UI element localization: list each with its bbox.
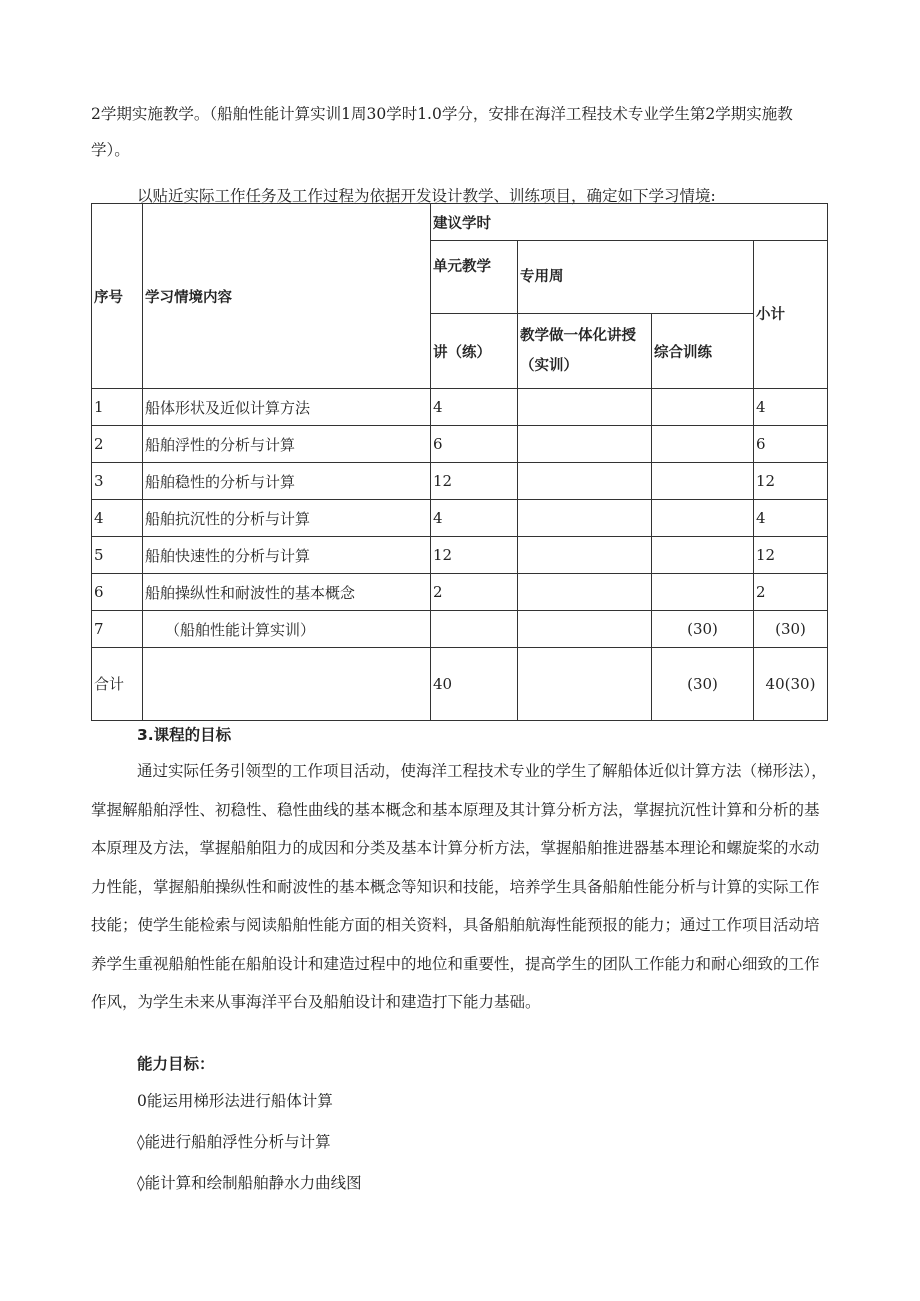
cell-content: （船舶性能计算实训） <box>143 611 431 648</box>
cell-lecture: 4 <box>431 389 518 426</box>
cell-comprehensive <box>652 389 754 426</box>
cell-num: 7 <box>92 611 143 648</box>
table-row <box>92 500 828 537</box>
cell-lecture: 6 <box>431 426 518 463</box>
cell-comprehensive: (30) <box>652 611 754 648</box>
cell-integrated <box>518 463 652 500</box>
cell-lecture: 4 <box>431 500 518 537</box>
cell-integrated <box>518 574 652 611</box>
cell-integrated <box>518 537 652 574</box>
cell-num: 4 <box>92 500 143 537</box>
cell-integrated <box>518 500 652 537</box>
header-content: 学习情境内容 <box>143 204 431 389</box>
cell-lecture: 12 <box>431 463 518 500</box>
cell-comprehensive <box>652 537 754 574</box>
table-row <box>92 389 828 426</box>
cell-num: 3 <box>92 463 143 500</box>
cell-comprehensive <box>652 463 754 500</box>
cell-num: 5 <box>92 537 143 574</box>
cell-subtotal: 2 <box>754 574 828 611</box>
cell-subtotal: 12 <box>754 463 828 500</box>
table-total-row <box>92 648 828 721</box>
cell-content: 船舶浮性的分析与计算 <box>143 426 431 463</box>
cell-comprehensive <box>652 574 754 611</box>
cell-content: 船舶快速性的分析与计算 <box>143 537 431 574</box>
header-lecture: 讲（练） <box>431 314 518 389</box>
total-content <box>143 648 431 721</box>
ability-item: ◊能计算和绘制船舶静水力曲线图 <box>137 1174 362 1192</box>
total-comprehensive: (30) <box>652 648 754 721</box>
cell-integrated <box>518 611 652 648</box>
learning-situations-table <box>91 203 828 721</box>
table-row <box>92 574 828 611</box>
total-lecture: 40 <box>431 648 518 721</box>
section3-title: 3.课程的目标 <box>137 726 232 744</box>
total-subtotal: 40(30) <box>754 648 828 721</box>
cell-subtotal: 12 <box>754 537 828 574</box>
total-integrated <box>518 648 652 721</box>
cell-lecture: 2 <box>431 574 518 611</box>
section3-body: 通过实际任务引领型的工作项目活动，使海洋工程技术专业的学生了解船体近似计算方法（梯形法），掌握解船舶浮性、初稳性、稳性曲线的基本概念和基本原理及其计算分析方法，掌握抗沉性计算和分析的基本原理及方法，掌握船舶阻力的成因和分类及基本计算分析方法，掌握船舶推进器基本理论和螺旋桨的水动力性能，掌握船舶操纵性和耐波性的基本概念等知识和技能，培养学生具备船舶性能分析与计算的实际工作技能；使学生能检索与阅读船舶性能方面的相关资料，具备船舶航海性能预报的能力；通过工作项目活动培养学生重视船舶性能在船舶设计和建造过程中的地位和重要性，提高学生的团队工作能力和耐心细致的工作作风，为学生未来从事海洋平台及船舶设计和建造打下能力基础。 <box>91 762 827 1011</box>
cell-lecture <box>431 611 518 648</box>
table-row <box>92 426 828 463</box>
cell-integrated <box>518 426 652 463</box>
ability-item: ◊能进行船舶浮性分析与计算 <box>137 1133 331 1151</box>
table-row <box>92 463 828 500</box>
cell-num: 2 <box>92 426 143 463</box>
header-suggested-hours: 建议学时 <box>431 204 828 241</box>
header-comprehensive: 综合训练 <box>652 314 754 389</box>
cell-integrated <box>518 389 652 426</box>
header-num: 序号 <box>92 204 143 389</box>
header-subtotal: 小计 <box>754 241 828 389</box>
cell-content: 船体形状及近似计算方法 <box>143 389 431 426</box>
total-num: 合计 <box>92 648 143 721</box>
table-row <box>92 611 828 648</box>
cell-content: 船舶稳性的分析与计算 <box>143 463 431 500</box>
cell-content: 船舶抗沉性的分析与计算 <box>143 500 431 537</box>
cell-lecture: 12 <box>431 537 518 574</box>
cell-num: 6 <box>92 574 143 611</box>
intro-paragraph: 2学期实施教学。（船舶性能计算实训1周30学时1.0学分，安排在海洋工程技术专业学生第2学期实施教学）。 <box>91 105 793 159</box>
table-intro-text: 以贴近实际工作任务及工作过程为依据开发设计教学、训练项目，确定如下学习情境: <box>137 187 716 205</box>
cell-subtotal: 4 <box>754 500 828 537</box>
header-special-week: 专用周 <box>518 241 754 314</box>
cell-subtotal: 6 <box>754 426 828 463</box>
cell-num: 1 <box>92 389 143 426</box>
ability-item: 0能运用梯形法进行船体计算 <box>137 1092 333 1110</box>
table-row <box>92 537 828 574</box>
cell-content: 船舶操纵性和耐波性的基本概念 <box>143 574 431 611</box>
cell-subtotal: 4 <box>754 389 828 426</box>
cell-comprehensive <box>652 500 754 537</box>
header-unit-teaching: 单元教学 <box>431 241 518 314</box>
cell-subtotal: (30) <box>754 611 828 648</box>
cell-comprehensive <box>652 426 754 463</box>
ability-title: 能力目标： <box>137 1055 215 1073</box>
header-integrated: 教学做一体化讲授（实训） <box>518 314 652 389</box>
